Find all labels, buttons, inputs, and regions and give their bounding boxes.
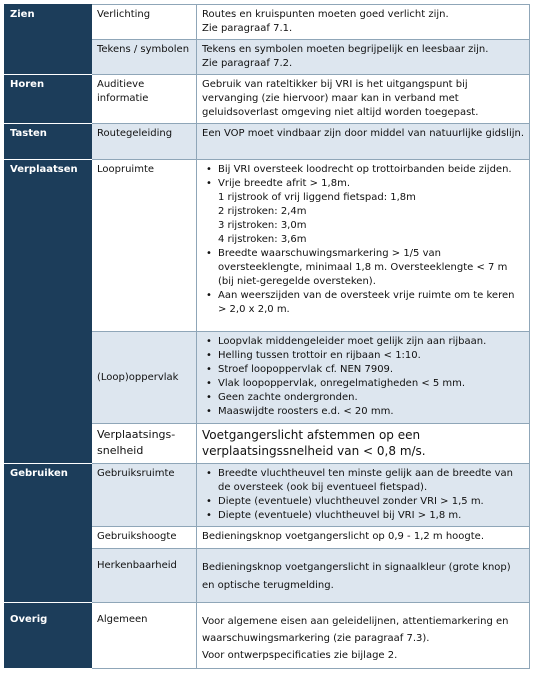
text-line: Zie paragraaf 7.1. bbox=[202, 23, 293, 34]
sub-oppervlak: (Loop)oppervlak bbox=[92, 332, 197, 424]
desc-auditief: Gebruik van rateltikker bij VRI is het uitgangspunt bij vervanging (zie hiervoor) maar kan in verband met geluidsoverlast omgeving niet altijd worden toegepast. bbox=[197, 75, 530, 124]
list-item: • Breedte waarschuwingsmarkering > 1/5 van oversteeklengte, minimaal 1,8 m. Oversteeklengte < 7 m (bij niet-geregelde oversteken). bbox=[218, 247, 524, 289]
list-item: 3 rijstroken: 3,0m bbox=[218, 220, 307, 231]
table-row bbox=[5, 124, 530, 160]
desc-hoogte: Bedieningsknop voetgangerslicht op 0,9 - 1,2 m hoogte. bbox=[197, 527, 530, 549]
requirements-table bbox=[4, 4, 530, 669]
list-item: • Vrije breedte afrit > 1,8m. bbox=[218, 177, 524, 191]
desc-snelheid: Voetgangerslicht afstemmen op een verplaatsingssnelheid van < 0,8 m/s. bbox=[197, 424, 530, 464]
list-item: • Loopvlak middengeleider moet gelijk zijn aan rijbaan. bbox=[218, 335, 524, 349]
table-row bbox=[5, 603, 530, 669]
label-line: Auditieve bbox=[97, 79, 145, 90]
text-line: Voor ontwerpspecificaties zie bijlage 2. bbox=[202, 650, 398, 661]
list-item: • Stroef loopoppervlak cf. NEN 7909. bbox=[218, 363, 524, 377]
label-line: informatie bbox=[97, 93, 149, 104]
category-horen: Horen bbox=[5, 75, 92, 124]
sub-snelheid bbox=[92, 424, 197, 464]
category-overig: Overig bbox=[5, 603, 92, 669]
label-line: snelheid bbox=[97, 444, 144, 457]
label-line: Verplaatsings- bbox=[97, 428, 176, 441]
list-item: • Bij VRI oversteek loodrecht op trottoirbanden beide zijden. bbox=[218, 163, 524, 177]
table-row bbox=[5, 160, 530, 332]
desc-herken: Bedieningsknop voetgangerslicht in signaalkleur (grote knop) en optische terugmelding. bbox=[197, 549, 530, 603]
table-row bbox=[5, 5, 530, 40]
text-line: Tekens en symbolen moeten begrijpelijk en leesbaar zijn. bbox=[202, 44, 489, 55]
list-item: • Breedte vluchtheuvel ten minste gelijk aan de breedte van de oversteek (ook bij eventueel fietspad). bbox=[218, 467, 524, 495]
sub-algemeen: Algemeen bbox=[92, 603, 197, 669]
category-verplaatsen: Verplaatsen bbox=[5, 160, 92, 464]
list-item: 4 rijstroken: 3,6m bbox=[218, 234, 307, 245]
sub-loopruimte: Loopruimte bbox=[92, 160, 197, 332]
gebruiksruimte-list bbox=[202, 467, 524, 523]
table-row bbox=[5, 75, 530, 124]
desc-verlichting bbox=[197, 5, 530, 40]
list-item: • Vlak loopoppervlak, onregelmatigheden < 5 mm. bbox=[218, 377, 524, 391]
desc-algemeen bbox=[197, 603, 530, 669]
list-item: 2 rijstroken: 2,4m bbox=[218, 206, 307, 217]
category-zien: Zien bbox=[5, 5, 92, 75]
sub-verlichting: Verlichting bbox=[92, 5, 197, 40]
list-item: • Geen zachte ondergronden. bbox=[218, 391, 524, 405]
list-item: • Helling tussen trottoir en rijbaan < 1:10. bbox=[218, 349, 524, 363]
list-item: • Diepte (eventuele) vluchtheuvel zonder VRI > 1,5 m. bbox=[218, 495, 524, 509]
list-item: 1 rijstrook of vrij liggend fietspad: 1,8m bbox=[218, 192, 416, 203]
sub-tekens: Tekens / symbolen bbox=[92, 40, 197, 75]
desc-gebruiksruimte bbox=[197, 464, 530, 527]
desc-route: Een VOP moet vindbaar zijn door middel van natuurlijke gidslijn. bbox=[197, 124, 530, 160]
table-row bbox=[5, 464, 530, 527]
sub-hoogte: Gebruikshoogte bbox=[92, 527, 197, 549]
list-item: • Diepte (eventuele) vluchtheuvel bij VRI > 1,8 m. bbox=[218, 509, 524, 523]
loopruimte-list bbox=[202, 163, 524, 317]
category-tasten: Tasten bbox=[5, 124, 92, 160]
text-line: Zie paragraaf 7.2. bbox=[202, 58, 293, 69]
list-item: • Aan weerszijden van de oversteek vrije ruimte om te keren > 2,0 x 2,0 m. bbox=[218, 289, 524, 317]
desc-oppervlak bbox=[197, 332, 530, 424]
sub-gebruiksruimte: Gebruiksruimte bbox=[92, 464, 197, 527]
category-gebruiken: Gebruiken bbox=[5, 464, 92, 603]
sub-route: Routegeleiding bbox=[92, 124, 197, 160]
sub-herken: Herkenbaarheid bbox=[92, 549, 197, 603]
sub-auditief bbox=[92, 75, 197, 124]
text-line: Voor algemene eisen aan geleidelijnen, attentiemarkering en waarschuwingsmarkering (zie paragraaf 7.3). bbox=[202, 616, 509, 644]
desc-tekens bbox=[197, 40, 530, 75]
list-item: • Maaswijdte roosters e.d. < 20 mm. bbox=[218, 405, 524, 419]
text-line: Routes en kruispunten moeten goed verlicht zijn. bbox=[202, 9, 449, 20]
oppervlak-list bbox=[202, 335, 524, 419]
desc-loopruimte bbox=[197, 160, 530, 332]
